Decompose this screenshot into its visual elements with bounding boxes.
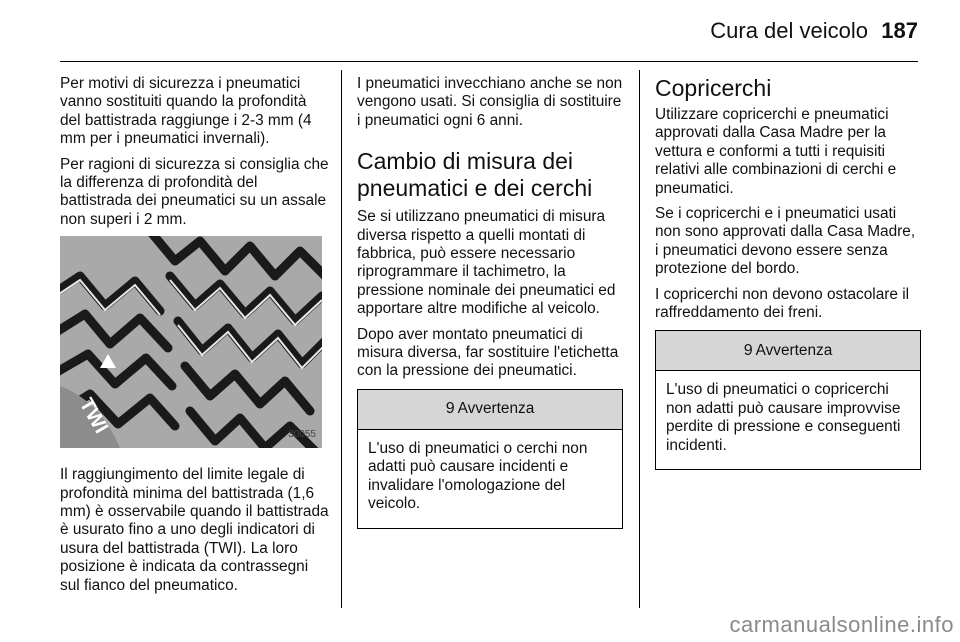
paragraph: Se si utilizzano pneumatici di misura diversa rispetto a quelli montati di fabbrica, può essere necessario riprogrammare il tachimetro, la pressione nominale dei pneumatici ed apportare altre modifiche al veicolo. (357, 208, 616, 318)
warning-text: L'uso di pneumatici o copricerchi non adatti può causare improvvise perdite di pressione e conseguenti incidenti. (666, 381, 901, 454)
section-heading: Copricerchi (655, 75, 772, 101)
column-divider (639, 70, 640, 608)
paragraph: Utilizzare copricerchi e pneumatici approvati dalla Casa Madre per la vettura e conformi a tutti i requisiti relativi alle combinazioni di cerchi e pneumatici. (655, 106, 897, 197)
watermark: carmanualsonline.info (729, 612, 954, 637)
paragraph: I pneumatici invecchiano anche se non vengono usati. Si consiglia di sostituire i pneumatici ogni 6 anni. (357, 75, 623, 129)
paragraph: I copricerchi non devono ostacolare il raffreddamento dei freni. (655, 285, 910, 322)
column-middle (357, 75, 623, 529)
header-divider (60, 61, 918, 62)
section-heading: Cambio di misura dei pneumatici e dei cerchi (357, 148, 593, 202)
warning-title: Avvertenza (755, 341, 833, 359)
column-divider (341, 70, 342, 608)
twi-marking: TWI (74, 394, 113, 438)
paragraph: Se i copricerchi e i pneumatici usati non sono approvati dalla Casa Madre, i pneumatici devono essere senza protezione del bordo. (655, 205, 916, 278)
section-title: Cura del veicolo (710, 18, 868, 43)
page-header (0, 0, 960, 62)
warning-title: Avvertenza (457, 400, 535, 418)
paragraph: Per ragioni di sicurezza si consiglia che la differenza di profondità del battistrada dei pneumatici su un assale non superi i 2 mm. (60, 155, 329, 228)
warning-box (357, 389, 623, 529)
tire-tread-figure (60, 236, 322, 448)
tire-tread-illustration (60, 236, 322, 448)
paragraph: Dopo aver montato pneumatici di misura diversa, far sostituire l'etichetta con la pressione dei pneumatici. (357, 325, 619, 380)
warning-box (655, 330, 921, 470)
warning-text: L'uso di pneumatici o cerchi non adatti può causare incidenti e invalidare l'omologazione del veicolo. (368, 439, 588, 513)
page-number: 187 (881, 18, 918, 43)
figure-number: 30055 (288, 428, 316, 440)
column-left (60, 75, 330, 602)
warning-header (358, 390, 622, 430)
warning-icon: 9 (445, 400, 455, 418)
paragraph: Per motivi di sicurezza i pneumatici vanno sostituiti quando la profondità del battistrada raggiunge i 2-3 mm (4 mm per i pneumatici invernali). (60, 75, 312, 148)
warning-header (656, 331, 920, 371)
paragraph: Il raggiungimento del limite legale di profondità minima del battistrada (1,6 mm) è osservabile quando il battistrada è usurato fino a uno degli indicatori di usura del battistrada (TWI). La loro posizione è indicata da contrassegni sul fianco del pneumatico. (60, 466, 329, 594)
column-right (655, 75, 921, 470)
warning-icon: 9 (743, 341, 753, 359)
